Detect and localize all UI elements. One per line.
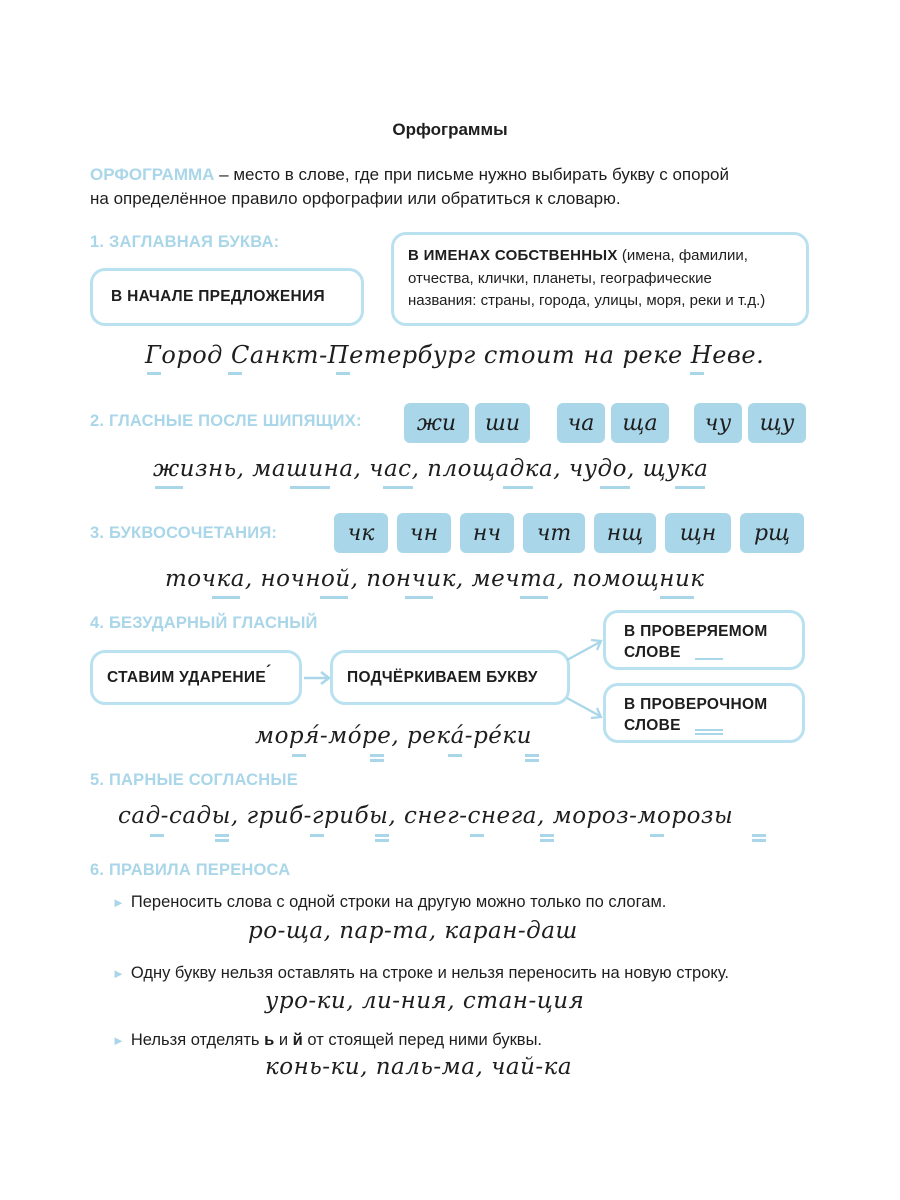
box-put-stress-label: СТАВИМ УДАРЕНИЕ — [107, 668, 266, 686]
bullet-triangle-icon: ► — [112, 895, 125, 910]
box-proper-names-title: В ИМЕНАХ СОБСТВЕННЫХ — [408, 247, 618, 264]
underline-mark — [212, 596, 240, 599]
rule-1 — [112, 893, 666, 912]
rule-2-text: Одну букву нельзя оставлять на строке и нельзя переносить на новую строку. — [130, 964, 729, 982]
box-put-stress — [90, 650, 302, 705]
box-checked-word — [603, 610, 805, 670]
section-3-heading: 3. БУКВОСОЧЕТАНИЯ: — [90, 524, 278, 542]
intro-line-2: на определённое правило орфографии или обратиться к словарю. — [90, 189, 621, 208]
underline-mark — [470, 834, 484, 837]
underline-mark — [540, 834, 554, 837]
underline-mark — [600, 486, 630, 489]
underline-mark — [320, 596, 348, 599]
section-6-heading: 6. ПРАВИЛА ПЕРЕНОСА — [90, 861, 291, 879]
box-underline-letter — [330, 650, 570, 705]
underline-mark — [448, 754, 462, 757]
underline-mark — [383, 486, 413, 489]
rule-3-example: конь-ки, паль-ма, чай-ка — [265, 1054, 573, 1080]
underline-mark — [290, 486, 330, 489]
rule-1-text: Переносить слова с одной строки на другую можно только по слогам. — [130, 893, 667, 911]
bullet-triangle-icon: ► — [112, 966, 125, 981]
chip-cht: чт — [523, 513, 585, 553]
underline-mark — [752, 834, 766, 837]
rule-1-example: ро-ща, пар-та, каран-даш — [248, 918, 578, 944]
underline-mark — [752, 839, 766, 842]
underline-mark — [215, 839, 229, 842]
underline-mark — [520, 596, 548, 599]
section-5-heading: 5. ПАРНЫЕ СОГЛАСНЫЕ — [90, 771, 298, 789]
box-proper-names-text-2: отчества, клички, планеты, географические — [408, 269, 712, 287]
intro-keyword: ОРФОГРАММА — [90, 165, 215, 184]
section-3-example: точка, ночной, пончик, мечта, помощник — [165, 566, 705, 592]
box-sentence-start — [90, 268, 364, 326]
box-sentence-start-label: В НАЧАЛЕ ПРЕДЛОЖЕНИЯ — [111, 288, 325, 305]
rule-3-short-i: й — [292, 1031, 303, 1049]
rule-3-text-3: от стоящей перед ними буквы. — [302, 1031, 543, 1049]
underline-mark — [375, 839, 389, 842]
stress-mark: ´ — [266, 662, 272, 680]
chip-shchu: щу — [748, 403, 806, 443]
rule-2 — [112, 964, 729, 983]
section-2-example: жизнь, машина, час, площадка, чудо, щука — [153, 456, 709, 482]
box-checked-word-line-1: В ПРОВЕРЯЕМОМ — [624, 623, 768, 640]
chip-cha: ча — [557, 403, 605, 443]
rule-3-soft-sign: ь — [264, 1031, 275, 1049]
chip-nch: нч — [460, 513, 514, 553]
underline-mark — [660, 596, 694, 599]
box-check-word-line-2: СЛОВЕ — [624, 717, 681, 734]
chip-chu: чу — [694, 403, 742, 443]
page-title: Орфограммы — [392, 120, 508, 139]
underline-mark — [370, 759, 384, 762]
section-4-heading: 4. БЕЗУДАРНЫЙ ГЛАСНЫЙ — [90, 614, 318, 632]
section-1-heading: 1. ЗАГЛАВНАЯ БУКВА: — [90, 233, 280, 251]
chip-rshch: рщ — [740, 513, 804, 553]
underline-mark — [503, 486, 533, 489]
underline-mark — [370, 754, 384, 757]
double-underline-icon — [695, 729, 723, 735]
underline-mark — [147, 372, 161, 375]
bullet-triangle-icon: ► — [112, 1033, 125, 1048]
intro-line-1: – место в слове, где при письме нужно выбирать букву с опорой — [214, 165, 729, 184]
underline-mark — [525, 754, 539, 757]
rule-3-text-1: Нельзя отделять — [130, 1031, 265, 1049]
underline-mark — [375, 834, 389, 837]
chip-nshch: нщ — [594, 513, 656, 553]
underline-mark — [675, 486, 705, 489]
underline-mark — [525, 759, 539, 762]
chip-shcha: ща — [611, 403, 669, 443]
section-2-heading: 2. ГЛАСНЫЕ ПОСЛЕ ШИПЯЩИХ: — [90, 412, 362, 430]
underline-mark — [336, 372, 350, 375]
underline-mark — [215, 834, 229, 837]
box-check-word-line-1: В ПРОВЕРОЧНОМ — [624, 696, 768, 713]
section-5-example: сад-сады, гриб-грибы, снег-снега, мороз-морозы — [118, 803, 734, 829]
rule-3 — [112, 1031, 542, 1050]
chip-zhi: жи — [404, 403, 469, 443]
box-check-word — [603, 683, 805, 743]
underline-mark — [228, 372, 242, 375]
box-checked-word-line-2: СЛОВЕ — [624, 644, 681, 661]
rule-2-example: уро-ки, ли-ния, стан-ция — [265, 988, 585, 1014]
underline-mark — [540, 839, 554, 842]
underline-mark — [155, 486, 183, 489]
section-1-example: Город Санкт-Петербург стоит на реке Неве. — [145, 341, 765, 369]
box-proper-names-text-3: названия: страны, города, улицы, моря, реки и т.д.) — [408, 292, 766, 309]
rule-3-text-2: и — [274, 1031, 293, 1049]
chip-chn: чн — [397, 513, 451, 553]
box-proper-names-text-1: (имена, фамилии, — [617, 247, 748, 264]
underline-mark — [292, 754, 306, 757]
underline-mark — [310, 834, 324, 837]
box-underline-letter-label: ПОДЧЁРКИВАЕМ БУКВУ — [347, 668, 538, 686]
underline-mark — [690, 372, 704, 375]
underline-mark — [650, 834, 664, 837]
intro-paragraph — [90, 163, 810, 211]
section-4-example: моря́-мо́ре, река́-ре́ки — [255, 723, 532, 749]
underline-mark — [150, 834, 164, 837]
chip-shchn: щн — [665, 513, 731, 553]
box-proper-names — [391, 232, 809, 326]
single-underline-icon — [695, 658, 723, 661]
underline-mark — [405, 596, 433, 599]
chip-chk: чк — [334, 513, 388, 553]
chip-shi: ши — [475, 403, 530, 443]
